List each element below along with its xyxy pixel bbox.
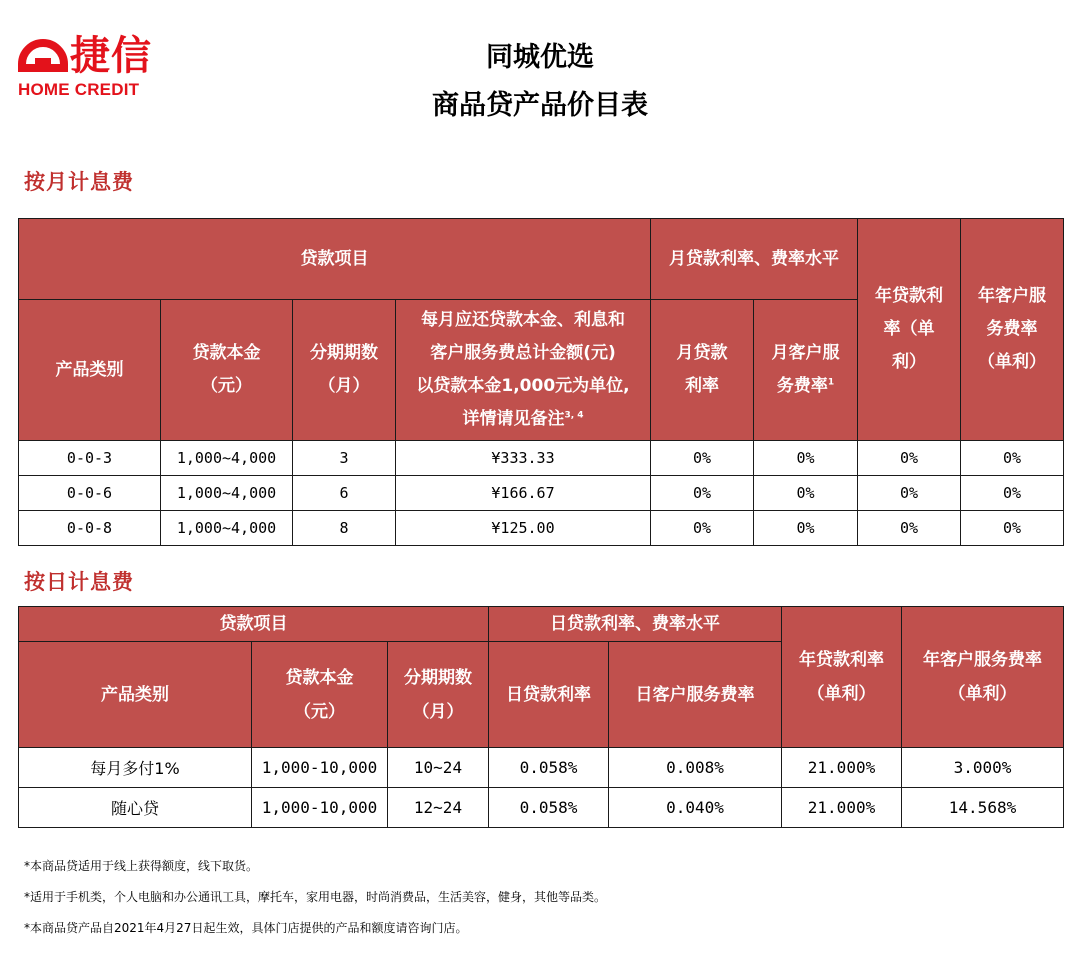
col-header-term: 分期期数 （月） bbox=[293, 300, 396, 441]
cell-year-rate: 0% bbox=[858, 441, 961, 476]
cell-payment: ¥166.67 bbox=[396, 476, 651, 511]
col-header-day-rate: 日贷款利率 bbox=[489, 642, 609, 748]
note-1: *本商品贷适用于线上获得额度，线下取货。 bbox=[24, 859, 259, 873]
cell-payment: ¥125.00 bbox=[396, 511, 651, 546]
logo-english-text: HOME CREDIT bbox=[18, 80, 140, 99]
group-header-loan: 贷款项目 bbox=[19, 607, 489, 642]
col-header-principal: 贷款本金 （元） bbox=[252, 642, 388, 748]
section-title-daily: 按日计息费 bbox=[24, 570, 134, 594]
title-line-1: 同城优选 bbox=[486, 42, 594, 73]
cell-category: 每月多付1% bbox=[19, 748, 252, 788]
cell-month-rate: 0% bbox=[651, 441, 754, 476]
cell-term: 6 bbox=[293, 476, 396, 511]
col-header-term: 分期期数 （月） bbox=[388, 642, 489, 748]
note-3: *本商品贷产品自2021年4月27日起生效，具体门店提供的产品和额度请咨询门店。 bbox=[24, 921, 468, 935]
cell-category: 随心贷 bbox=[19, 788, 252, 828]
cell-principal: 1,000~4,000 bbox=[161, 476, 293, 511]
cell-month-rate: 0% bbox=[651, 511, 754, 546]
cell-term: 3 bbox=[293, 441, 396, 476]
cell-day-rate: 0.058% bbox=[489, 748, 609, 788]
cell-year-fee: 14.568% bbox=[902, 788, 1064, 828]
cell-principal: 1,000-10,000 bbox=[252, 788, 388, 828]
cell-year-fee: 3.000% bbox=[902, 748, 1064, 788]
col-header-month-fee: 月客户服 务费率$^1$ bbox=[754, 300, 858, 441]
cell-principal: 1,000-10,000 bbox=[252, 748, 388, 788]
monthly-fee-table bbox=[18, 218, 1064, 546]
cell-category: 0-0-3 bbox=[19, 441, 161, 476]
col-header-category: 产品类别 bbox=[19, 300, 161, 441]
cell-category: 0-0-6 bbox=[19, 476, 161, 511]
group-header-loan: 贷款项目 bbox=[19, 219, 651, 300]
cell-payment: ¥333.33 bbox=[396, 441, 651, 476]
note-2: *适用于手机类，个人电脑和办公通讯工具，摩托车，家用电器，时尚消费品，生活美容，健身，其他等品类。 bbox=[24, 890, 607, 904]
col-header-year-rate: 年贷款利率 （单利） bbox=[782, 607, 902, 748]
cell-year-rate: 21.000% bbox=[782, 788, 902, 828]
col-header-category: 产品类别 bbox=[19, 642, 252, 748]
cell-month-fee: 0% bbox=[754, 476, 858, 511]
logo-chinese-text: 捷信 bbox=[70, 33, 152, 79]
cell-year-fee: 0% bbox=[961, 476, 1064, 511]
col-header-principal: 贷款本金 （元） bbox=[161, 300, 293, 441]
group-header-month-rate: 月贷款利率、费率水平 bbox=[651, 219, 858, 300]
cell-year-rate: 21.000% bbox=[782, 748, 902, 788]
col-header-payment: 每月应还贷款本金、利息和 客户服务费总计金额(元) 以贷款本金1,000元为单位, 详情请见备注$^{3, 4}$ bbox=[396, 300, 651, 441]
cell-term: 12~24 bbox=[388, 788, 489, 828]
cell-principal: 1,000~4,000 bbox=[161, 441, 293, 476]
cell-month-fee: 0% bbox=[754, 441, 858, 476]
cell-month-fee: 0% bbox=[754, 511, 858, 546]
cell-day-fee: 0.040% bbox=[609, 788, 782, 828]
cell-year-rate: 0% bbox=[858, 476, 961, 511]
cell-year-fee: 0% bbox=[961, 441, 1064, 476]
table-row bbox=[19, 441, 1064, 476]
cell-term: 10~24 bbox=[388, 748, 489, 788]
cell-principal: 1,000~4,000 bbox=[161, 511, 293, 546]
cell-year-rate: 0% bbox=[858, 511, 961, 546]
cell-term: 8 bbox=[293, 511, 396, 546]
document-title bbox=[0, 38, 1080, 126]
col-header-day-fee: 日客户服务费率 bbox=[609, 642, 782, 748]
col-header-year-fee: 年客户服务费率 （单利） bbox=[902, 607, 1064, 748]
group-header-day-rate: 日贷款利率、费率水平 bbox=[489, 607, 782, 642]
title-line-2: 商品贷产品价目表 bbox=[432, 90, 648, 121]
table-row bbox=[19, 476, 1064, 511]
col-header-year-rate: 年贷款利 率（单 利） bbox=[858, 219, 961, 441]
cell-day-fee: 0.008% bbox=[609, 748, 782, 788]
table-row bbox=[19, 788, 1064, 828]
table-row bbox=[19, 748, 1064, 788]
cell-category: 0-0-8 bbox=[19, 511, 161, 546]
cell-day-rate: 0.058% bbox=[489, 788, 609, 828]
cell-month-rate: 0% bbox=[651, 476, 754, 511]
footnotes bbox=[24, 858, 606, 951]
col-header-month-rate: 月贷款 利率 bbox=[651, 300, 754, 441]
daily-fee-table bbox=[18, 606, 1064, 828]
col-header-year-fee: 年客户服 务费率 （单利） bbox=[961, 219, 1064, 441]
section-title-monthly: 按月计息费 bbox=[24, 170, 134, 194]
table-row bbox=[19, 511, 1064, 546]
cell-year-fee: 0% bbox=[961, 511, 1064, 546]
